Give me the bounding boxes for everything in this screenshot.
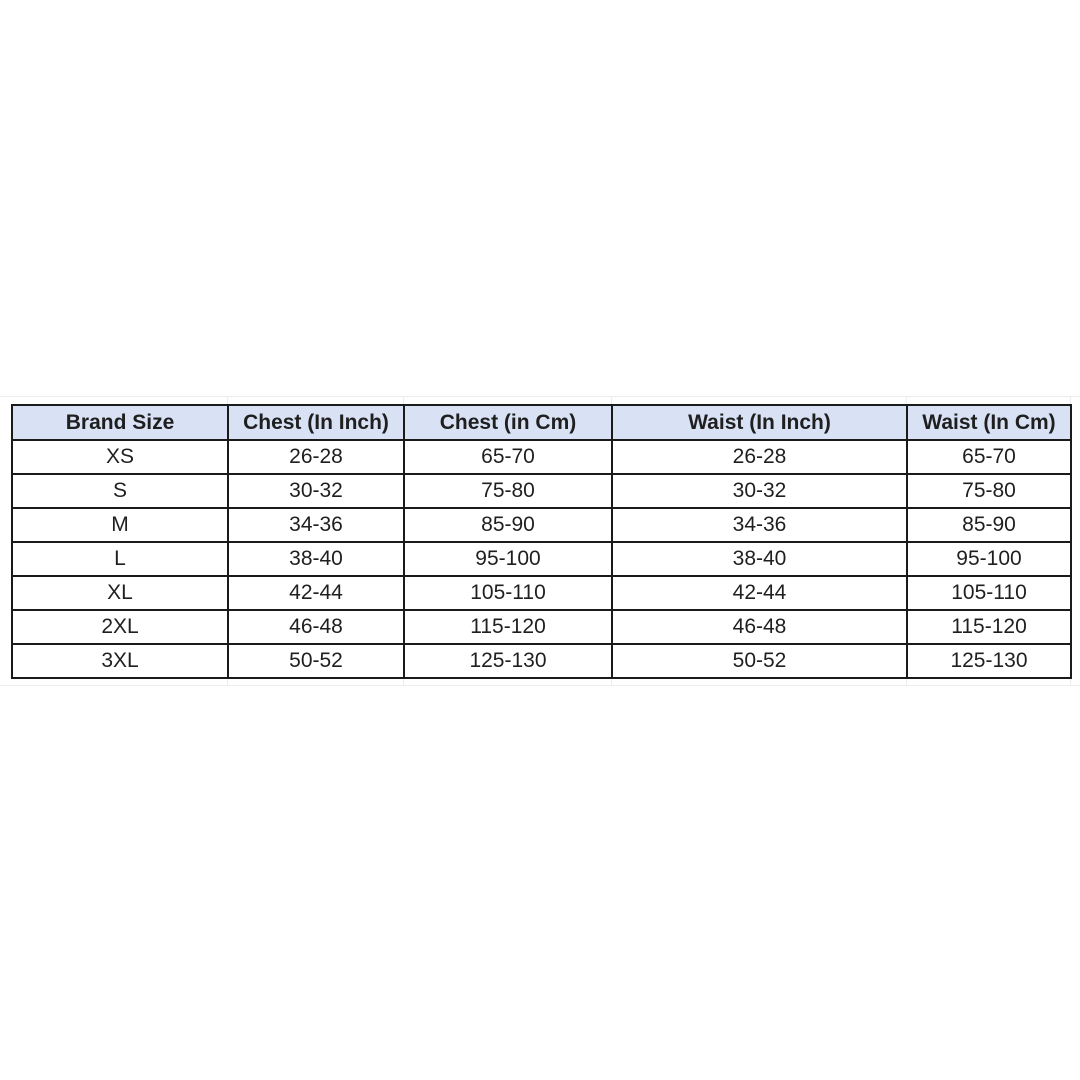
cell-brand-size: L — [12, 542, 228, 576]
table-row — [12, 440, 1071, 474]
header-chest-cm: Chest (in Cm) — [404, 405, 612, 440]
cell-chest-inch: 50-52 — [228, 644, 404, 678]
cell-chest-inch: 42-44 — [228, 576, 404, 610]
cell-waist-inch: 30-32 — [612, 474, 907, 508]
header-chest-inch: Chest (In Inch) — [228, 405, 404, 440]
cell-waist-cm: 105-110 — [907, 576, 1071, 610]
cell-chest-cm: 95-100 — [404, 542, 612, 576]
header-row — [12, 405, 1071, 440]
size-chart-table — [11, 404, 1072, 679]
cell-waist-cm: 85-90 — [907, 508, 1071, 542]
cell-waist-cm: 125-130 — [907, 644, 1071, 678]
cell-chest-cm: 115-120 — [404, 610, 612, 644]
table-row — [12, 508, 1071, 542]
cell-brand-size: 2XL — [12, 610, 228, 644]
cell-chest-cm: 75-80 — [404, 474, 612, 508]
cell-waist-inch: 26-28 — [612, 440, 907, 474]
cell-chest-inch: 46-48 — [228, 610, 404, 644]
table-row — [12, 610, 1071, 644]
table-row — [12, 474, 1071, 508]
cell-brand-size: M — [12, 508, 228, 542]
cell-brand-size: 3XL — [12, 644, 228, 678]
cell-brand-size: XS — [12, 440, 228, 474]
cell-chest-cm: 65-70 — [404, 440, 612, 474]
header-waist-inch: Waist (In Inch) — [612, 405, 907, 440]
cell-chest-cm: 125-130 — [404, 644, 612, 678]
cell-chest-inch: 30-32 — [228, 474, 404, 508]
cell-chest-inch: 26-28 — [228, 440, 404, 474]
cell-waist-inch: 34-36 — [612, 508, 907, 542]
cell-waist-cm: 75-80 — [907, 474, 1071, 508]
cell-brand-size: XL — [12, 576, 228, 610]
cell-waist-inch: 46-48 — [612, 610, 907, 644]
table-row — [12, 644, 1071, 678]
cell-chest-cm: 85-90 — [404, 508, 612, 542]
cell-chest-inch: 38-40 — [228, 542, 404, 576]
cell-waist-inch: 50-52 — [612, 644, 907, 678]
cell-chest-inch: 34-36 — [228, 508, 404, 542]
header-waist-cm: Waist (In Cm) — [907, 405, 1071, 440]
cell-waist-inch: 42-44 — [612, 576, 907, 610]
header-brand-size: Brand Size — [12, 405, 228, 440]
cell-waist-cm: 115-120 — [907, 610, 1071, 644]
cell-waist-inch: 38-40 — [612, 542, 907, 576]
table-row — [12, 576, 1071, 610]
table-row — [12, 542, 1071, 576]
cell-brand-size: S — [12, 474, 228, 508]
cell-chest-cm: 105-110 — [404, 576, 612, 610]
cell-waist-cm: 65-70 — [907, 440, 1071, 474]
cell-waist-cm: 95-100 — [907, 542, 1071, 576]
